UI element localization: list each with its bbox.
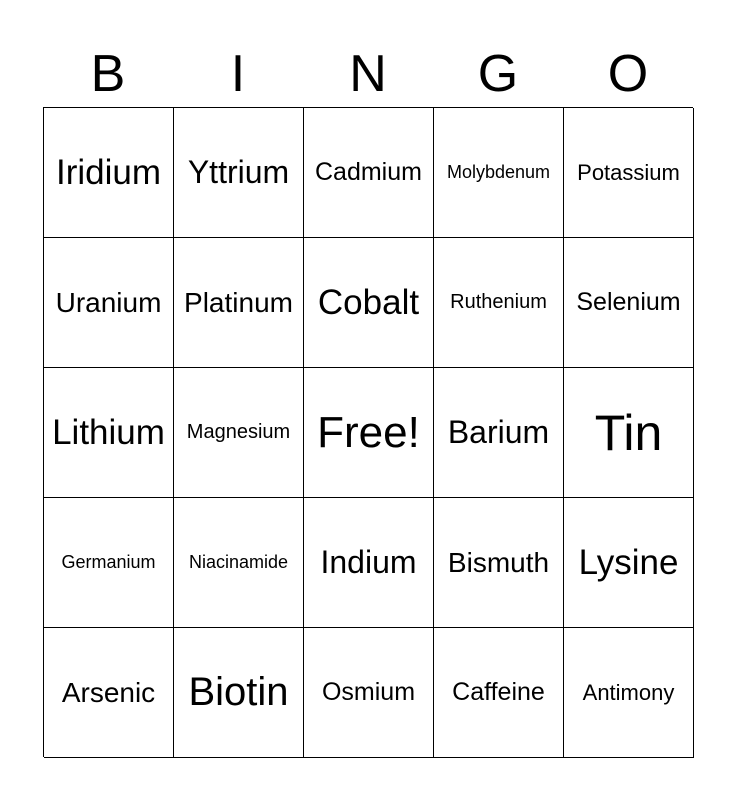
bingo-cell: Caffeine (434, 628, 564, 758)
bingo-cell: Molybdenum (434, 108, 564, 238)
bingo-cell: Potassium (564, 108, 694, 238)
bingo-cell: Antimony (564, 628, 694, 758)
bingo-cell: Indium (304, 498, 434, 628)
bingo-cell: Lithium (44, 368, 174, 498)
bingo-cell: Biotin (174, 628, 304, 758)
bingo-cell: Barium (434, 368, 564, 498)
bingo-card-grid (43, 107, 693, 757)
bingo-cell: Selenium (564, 238, 694, 368)
bingo-cell: Osmium (304, 628, 434, 758)
header-letter-b: B (90, 45, 126, 103)
bingo-cell: Tin (564, 368, 694, 498)
bingo-cell: Cobalt (304, 238, 434, 368)
bingo-cell: Magnesium (174, 368, 304, 498)
bingo-cell: Yttrium (174, 108, 304, 238)
bingo-cell: Cadmium (304, 108, 434, 238)
bingo-header (43, 40, 693, 108)
header-letter-i: I (230, 45, 246, 103)
bingo-cell: Iridium (44, 108, 174, 238)
bingo-cell: Platinum (174, 238, 304, 368)
bingo-cell: Arsenic (44, 628, 174, 758)
bingo-cell: Lysine (564, 498, 694, 628)
bingo-cell: Niacinamide (174, 498, 304, 628)
bingo-cell: Germanium (44, 498, 174, 628)
header-letter-g: G (477, 45, 519, 103)
header-letter-n: N (349, 45, 387, 103)
bingo-cell: Bismuth (434, 498, 564, 628)
bingo-cell: Uranium (44, 238, 174, 368)
free-space-cell: Free! (304, 368, 434, 498)
bingo-cell: Ruthenium (434, 238, 564, 368)
header-letter-o: O (607, 45, 649, 103)
